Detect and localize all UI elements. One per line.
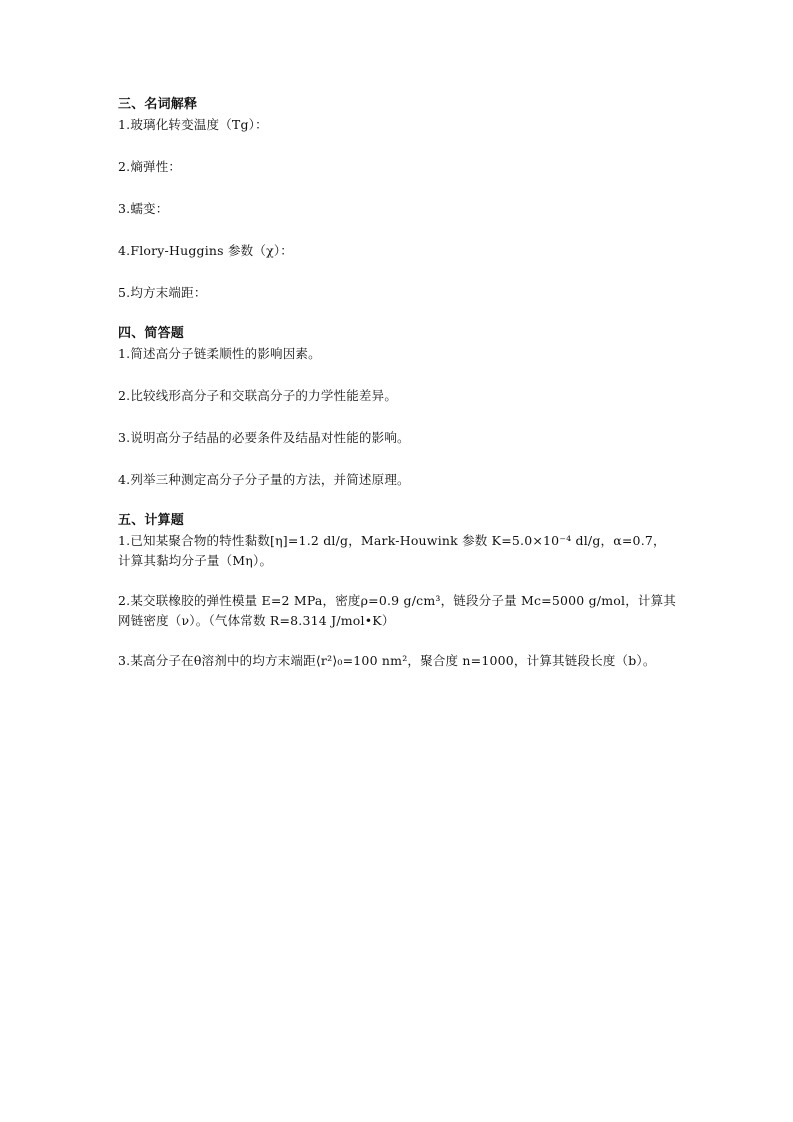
question-item: 1.玻璃化转变温度（Tg）： <box>118 117 268 132</box>
section-title: 三、名词解释 <box>118 97 198 112</box>
question-item: 4.列举三种测定高分子分子量的方法，并简述原理。 <box>118 472 410 487</box>
section-title: 五、计算题 <box>118 513 185 528</box>
question-item: 3.说明高分子结晶的必要条件及结晶对性能的影响。 <box>118 430 410 445</box>
section-title: 四、简答题 <box>118 326 185 341</box>
question-item: 5.均方末端距： <box>118 285 207 300</box>
section-terms <box>118 95 678 303</box>
question-item: 3.蠕变： <box>118 201 169 216</box>
question-item: 3.某高分子在θ溶剂中的均方末端距⟨r²⟩₀=100 nm²，聚合度 n=1000，计算其链段长度（b）。 <box>118 653 656 668</box>
question-item: 1.简述高分子链柔顺性的影响因素。 <box>118 346 321 361</box>
question-item: 4.Flory-Huggins 参数（χ）： <box>118 243 293 258</box>
question-item: 2.某交联橡胶的弹性模量 E=2 MPa，密度ρ=0.9 g/cm³，链段分子量 Mc=5000 g/mol，计算其网链密度（ν）。（气体常数 R=8.314 J/mol•K） <box>118 593 676 628</box>
document-page <box>118 95 678 671</box>
section-calculation <box>118 511 678 671</box>
question-item: 2.比较线形高分子和交联高分子的力学性能差异。 <box>118 388 398 403</box>
question-item: 1.已知某聚合物的特性黏数[η]=1.2 dl/g，Mark-Houwink 参数 K=5.0×10⁻⁴ dl/g，α=0.7，计算其黏均分子量（Mη）。 <box>118 533 666 568</box>
question-item: 2.熵弹性： <box>118 159 182 174</box>
section-short-answer <box>118 324 678 490</box>
